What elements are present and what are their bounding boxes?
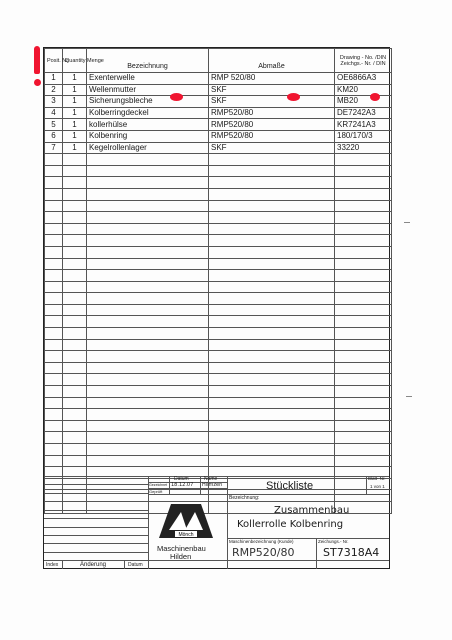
cell-drawing — [335, 397, 392, 409]
cell-qty — [63, 339, 87, 351]
cell-dims — [209, 281, 335, 293]
cell-desc — [87, 328, 209, 340]
cell-dims — [209, 420, 335, 432]
scan-mark — [406, 396, 412, 397]
cell-dims — [209, 200, 335, 212]
cell-qty — [63, 235, 87, 247]
gezeichnet-label: Gezeichnet — [149, 483, 168, 487]
cell-drawing — [335, 246, 392, 258]
empty-row — [45, 165, 392, 177]
index-label: Index — [46, 562, 59, 568]
cell-drawing: KR7241A3 — [335, 119, 392, 131]
cell-qty — [63, 362, 87, 374]
cell-qty — [63, 304, 87, 316]
cell-drawing — [335, 328, 392, 340]
empty-row — [45, 409, 392, 421]
empty-row — [45, 154, 392, 166]
empty-row — [45, 362, 392, 374]
empty-row — [45, 386, 392, 398]
cell-pos: 7 — [45, 142, 63, 154]
cell-dims — [209, 444, 335, 456]
cell-pos: 6 — [45, 130, 63, 142]
name-label: Name — [204, 476, 218, 482]
cell-dims — [209, 223, 335, 235]
datum-label: Datum — [174, 476, 189, 482]
cell-dims: SKF — [209, 142, 335, 154]
cell-pos — [45, 374, 63, 386]
cell-pos: 4 — [45, 107, 63, 119]
cell-dims — [209, 177, 335, 189]
cell-dims: SKF — [209, 84, 335, 96]
cell-desc: Kolberringdeckel — [87, 107, 209, 119]
cell-desc — [87, 444, 209, 456]
cell-qty: 1 — [63, 107, 87, 119]
title-block — [44, 476, 389, 569]
cell-drawing: 33220 — [335, 142, 392, 154]
cell-desc — [87, 212, 209, 224]
empty-row — [45, 351, 392, 363]
cell-dims — [209, 235, 335, 247]
cell-dims: RMP520/80 — [209, 107, 335, 119]
cell-dims — [209, 386, 335, 398]
cell-qty: 1 — [63, 142, 87, 154]
empty-row — [45, 188, 392, 200]
parts-list-sheet — [43, 47, 390, 569]
cell-desc — [87, 235, 209, 247]
cell-drawing: DE7242A3 — [335, 107, 392, 119]
cell-desc — [87, 246, 209, 258]
cell-drawing: 180/170/3 — [335, 130, 392, 142]
cell-pos — [45, 281, 63, 293]
cell-dims: RMP520/80 — [209, 130, 335, 142]
cell-qty — [63, 316, 87, 328]
cell-drawing — [335, 304, 392, 316]
empty-row — [45, 246, 392, 258]
cell-desc — [87, 420, 209, 432]
cell-qty: 1 — [63, 119, 87, 131]
cell-dims — [209, 351, 335, 363]
cell-pos: 3 — [45, 96, 63, 108]
cell-drawing — [335, 177, 392, 189]
cell-drawing: MB20 — [335, 96, 392, 108]
cell-dims — [209, 339, 335, 351]
empty-row — [45, 200, 392, 212]
cell-drawing — [335, 409, 392, 421]
cell-qty — [63, 177, 87, 189]
cell-dims — [209, 304, 335, 316]
empty-row — [45, 339, 392, 351]
empty-row — [45, 258, 392, 270]
cell-pos — [45, 420, 63, 432]
empty-row — [45, 293, 392, 305]
cell-drawing — [335, 420, 392, 432]
cell-qty — [63, 188, 87, 200]
cell-desc — [87, 293, 209, 305]
cell-desc: Kegelrollenlager — [87, 142, 209, 154]
empty-row — [45, 281, 392, 293]
cell-desc — [87, 281, 209, 293]
doc-type: Stückliste — [266, 480, 314, 492]
cell-dims — [209, 409, 335, 421]
cell-qty — [63, 246, 87, 258]
company-line-1: Maschinenbau — [157, 544, 206, 553]
header-qty: Quantity Menge — [63, 49, 87, 73]
exclamation-mark — [33, 46, 41, 86]
cell-drawing: OE6866A3 — [335, 73, 392, 85]
cell-desc — [87, 386, 209, 398]
machine-label: Maschinenbezeichnung (Kunde) — [229, 539, 294, 544]
datum-footer-label: Datum — [128, 562, 143, 568]
cell-pos — [45, 444, 63, 456]
cell-drawing — [335, 444, 392, 456]
cell-dims — [209, 397, 335, 409]
cell-dims — [209, 212, 335, 224]
cell-qty — [63, 281, 87, 293]
cell-qty — [63, 386, 87, 398]
cell-qty: 1 — [63, 84, 87, 96]
cell-drawing — [335, 188, 392, 200]
drawing-no-label: Zeichungs.- Nr. — [318, 539, 349, 544]
cell-desc — [87, 455, 209, 467]
aenderung-label: Änderung — [80, 562, 107, 568]
cell-qty: 1 — [63, 96, 87, 108]
table-row — [45, 96, 392, 108]
cell-qty — [63, 328, 87, 340]
cell-qty — [63, 374, 87, 386]
cell-drawing — [335, 281, 392, 293]
cell-drawing: KM20 — [335, 84, 392, 96]
cell-qty — [63, 293, 87, 305]
cell-dims — [209, 293, 335, 305]
cell-desc — [87, 409, 209, 421]
cell-qty — [63, 420, 87, 432]
cell-pos: 2 — [45, 84, 63, 96]
empty-row — [45, 444, 392, 456]
cell-drawing — [335, 455, 392, 467]
cell-pos — [45, 455, 63, 467]
header-drawing: Drawing - No. /DIN Zeichgs.- Nr. / DIN — [335, 49, 392, 73]
cell-drawing — [335, 235, 392, 247]
cell-desc: Wellenmutter — [87, 84, 209, 96]
table-header — [45, 49, 392, 73]
empty-row — [45, 177, 392, 189]
table-row — [45, 73, 392, 85]
cell-dims — [209, 455, 335, 467]
empty-row — [45, 223, 392, 235]
cell-desc — [87, 223, 209, 235]
cell-desc — [87, 351, 209, 363]
cell-pos — [45, 432, 63, 444]
cell-desc — [87, 339, 209, 351]
cell-qty — [63, 351, 87, 363]
cell-qty: 1 — [63, 73, 87, 85]
table-row — [45, 142, 392, 154]
cell-drawing — [335, 223, 392, 235]
empty-row — [45, 432, 392, 444]
geprueft-label: Geprüft — [149, 489, 163, 494]
cell-pos — [45, 154, 63, 166]
cell-pos: 1 — [45, 73, 63, 85]
cell-drawing — [335, 351, 392, 363]
cell-pos — [45, 177, 63, 189]
cell-qty — [63, 455, 87, 467]
cell-desc — [87, 270, 209, 282]
cell-dims — [209, 328, 335, 340]
table-row — [45, 130, 392, 142]
cell-pos — [45, 258, 63, 270]
empty-row — [45, 397, 392, 409]
empty-row — [45, 235, 392, 247]
cell-desc — [87, 304, 209, 316]
cell-qty — [63, 397, 87, 409]
empty-row — [45, 455, 392, 467]
cell-desc — [87, 154, 209, 166]
cell-pos — [45, 362, 63, 374]
table-row — [45, 84, 392, 96]
cell-desc — [87, 316, 209, 328]
company-logo — [157, 500, 215, 540]
cell-dims — [209, 246, 335, 258]
cell-desc: Exenterwelle — [87, 73, 209, 85]
cell-qty — [63, 165, 87, 177]
empty-row — [45, 328, 392, 340]
cell-drawing — [335, 339, 392, 351]
cell-desc — [87, 177, 209, 189]
cell-desc — [87, 200, 209, 212]
cell-drawing — [335, 293, 392, 305]
cell-desc — [87, 165, 209, 177]
cell-qty — [63, 270, 87, 282]
cell-qty — [63, 223, 87, 235]
cell-qty — [63, 212, 87, 224]
cell-pos — [45, 235, 63, 247]
cell-drawing — [335, 316, 392, 328]
cell-dims — [209, 362, 335, 374]
cell-drawing — [335, 362, 392, 374]
cell-dims — [209, 258, 335, 270]
cell-pos — [45, 212, 63, 224]
cell-pos: 5 — [45, 119, 63, 131]
cell-pos — [45, 165, 63, 177]
title-line-1: Zusammenbau — [274, 505, 350, 516]
cell-drawing — [335, 374, 392, 386]
empty-row — [45, 316, 392, 328]
cell-drawing — [335, 212, 392, 224]
cell-desc — [87, 188, 209, 200]
header-dims: Abmaße — [209, 49, 335, 73]
cell-drawing — [335, 386, 392, 398]
exclamation-dot — [34, 79, 41, 86]
cell-qty: 1 — [63, 130, 87, 142]
cell-dims — [209, 165, 335, 177]
cell-pos — [45, 397, 63, 409]
scan-mark — [404, 222, 410, 223]
cell-desc — [87, 374, 209, 386]
cell-qty — [63, 154, 87, 166]
cell-drawing — [335, 154, 392, 166]
cell-pos — [45, 328, 63, 340]
cell-desc — [87, 397, 209, 409]
cell-drawing — [335, 270, 392, 282]
date-value: 18.12.07 — [171, 482, 194, 488]
cell-drawing — [335, 165, 392, 177]
title-line-2: Kollerrolle Kolbenring — [237, 519, 344, 530]
empty-row — [45, 374, 392, 386]
cell-dims: RMP 520/80 — [209, 73, 335, 85]
cell-pos — [45, 304, 63, 316]
cell-qty — [63, 444, 87, 456]
bezeichnung-label: Bezeichnung: — [229, 495, 260, 501]
cell-dims: RMP520/80 — [209, 119, 335, 131]
cell-pos — [45, 270, 63, 282]
cell-pos — [45, 223, 63, 235]
table-row — [45, 107, 392, 119]
empty-row — [45, 304, 392, 316]
header-pos: Posit. Nr. — [45, 49, 63, 73]
cell-dims — [209, 316, 335, 328]
cell-dims — [209, 432, 335, 444]
cell-qty — [63, 409, 87, 421]
empty-row — [45, 420, 392, 432]
cell-dims — [209, 374, 335, 386]
cell-pos — [45, 246, 63, 258]
exclamation-bar — [34, 46, 40, 74]
cell-drawing — [335, 432, 392, 444]
empty-row — [45, 270, 392, 282]
cell-desc: kollerhülse — [87, 119, 209, 131]
logo-text: Mönch — [178, 532, 194, 538]
cell-desc — [87, 258, 209, 270]
header-desc: Bezeichnung — [87, 49, 209, 73]
cell-pos — [45, 200, 63, 212]
cell-dims: SKF — [209, 96, 335, 108]
drawer-value: Hilmzen — [202, 482, 223, 488]
cell-qty — [63, 258, 87, 270]
cell-drawing — [335, 258, 392, 270]
cell-pos — [45, 339, 63, 351]
cell-pos — [45, 386, 63, 398]
cell-pos — [45, 316, 63, 328]
cell-pos — [45, 351, 63, 363]
sheet-label: Blatt- Nr. — [368, 476, 386, 481]
cell-desc — [87, 362, 209, 374]
cell-pos — [45, 409, 63, 421]
cell-drawing — [335, 200, 392, 212]
cell-pos — [45, 293, 63, 305]
empty-row — [45, 212, 392, 224]
parts-table — [44, 48, 392, 514]
sheet-value: 1 von 1 — [370, 484, 385, 489]
cell-pos — [45, 188, 63, 200]
cell-desc: Kolbenring — [87, 130, 209, 142]
cell-qty — [63, 200, 87, 212]
company-line-2: Hilden — [170, 552, 192, 561]
cell-desc — [87, 432, 209, 444]
cell-dims — [209, 270, 335, 282]
cell-dims — [209, 188, 335, 200]
machine-value: RMP520/80 — [232, 546, 295, 559]
cell-desc: Sicherungsbleche — [87, 96, 209, 108]
table-row — [45, 119, 392, 131]
cell-dims — [209, 154, 335, 166]
drawing-no-value: ST7318A4 — [323, 546, 380, 559]
cell-qty — [63, 432, 87, 444]
